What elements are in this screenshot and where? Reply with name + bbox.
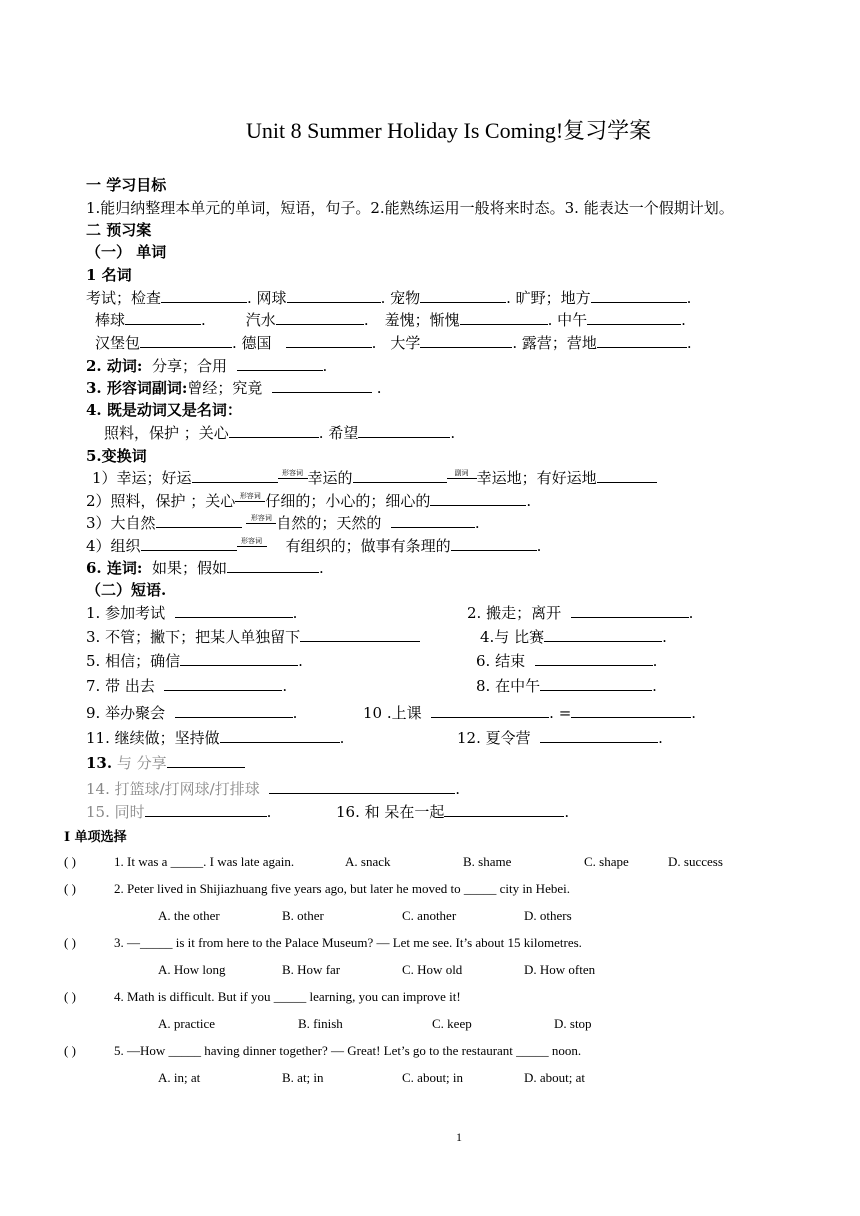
mcq-answer-paren[interactable]: ( ) (64, 854, 76, 869)
answer-blank (571, 603, 689, 618)
answer-blank (220, 728, 340, 743)
noun-line-1: 考试；检查 . 网球 . 宠物 . 旷野；地方 . (86, 289, 692, 307)
mcq-question-stem: 4. Math is difficult. But if you _____ learning, you can improve it! (114, 989, 461, 1004)
answer-blank (391, 513, 475, 528)
answer-blank (431, 703, 549, 718)
mcq-question-stem: 3. —_____ is it from here to the Palace Museum? — Let me see. It’s about 15 kilometres. (114, 935, 582, 950)
answer-blank (192, 468, 278, 483)
answer-blank (540, 728, 658, 743)
answer-blank (125, 310, 201, 325)
answer-blank (420, 288, 506, 303)
page-number: 1 (456, 1130, 462, 1144)
noun-line-3: 汉堡包 . 德国 . 大学 . 露营；营地 . (95, 334, 692, 352)
mcq-answer-paren[interactable]: ( ) (64, 935, 76, 950)
answer-blank (229, 423, 319, 438)
mcq-option: C. How old (402, 962, 463, 977)
mcq-option: A. practice (158, 1016, 216, 1031)
phrase-5: 5. 相信；确信 . (86, 652, 303, 670)
answer-blank (141, 536, 237, 551)
phrase-1: 1. 参加考试 . (86, 604, 298, 622)
nouns-heading: 1 名词 (86, 266, 132, 284)
mcq-option: B. shame (463, 854, 512, 869)
answer-blank (571, 703, 691, 718)
mcq-option: C. about; in (402, 1070, 464, 1085)
mcq-option: A. How long (158, 962, 226, 977)
phrase-7: 7. 带 出去 . (86, 677, 288, 695)
answer-blank (300, 627, 420, 642)
mcq-option: D. about; at (524, 1070, 586, 1085)
conjunction-line: 6. 连词: 如果；假如 . (86, 559, 324, 577)
transform-line-2: 2）照料，保护 ；关心 形容词 仔细的；小心的；细心的 . (86, 492, 532, 510)
answer-blank (161, 288, 247, 303)
mcq-question-stem: 2. Peter lived in Shijiazhuang five years ago, but later he moved to _____ city in Hebei. (114, 881, 570, 896)
noun-line-2: 棒球 . 汽水 . 羞愧；惭愧 . 中午 . (95, 311, 686, 329)
answer-blank (287, 288, 381, 303)
phrase-2: 2. 搬走；离开 . (467, 604, 694, 622)
mcq-option: D. stop (554, 1016, 592, 1031)
answer-blank (227, 558, 319, 573)
phrase-8: 8. 在中午 . (476, 677, 657, 695)
answer-blank (544, 627, 662, 642)
both-heading: 4. 既是动词又是名词： (86, 401, 242, 419)
answer-blank (140, 333, 232, 348)
phrase-6: 6. 结束 . (476, 652, 658, 670)
answer-blank (591, 288, 687, 303)
phrase-12: 12. 夏令营 . (457, 729, 663, 747)
answer-blank (164, 676, 282, 691)
transform-line-1: 1）幸运；好运 形容词 幸运的 副词 幸运地；有好运地 (92, 467, 657, 488)
mcq-option: B. finish (298, 1016, 343, 1031)
section-heading-preview: 二 预习案 (86, 221, 152, 239)
answer-blank (460, 310, 548, 325)
mcq-option: C. another (402, 908, 457, 923)
mcq-option: A. snack (345, 854, 391, 869)
verbs-line: 2. 动词: 分享；合用 . (86, 357, 328, 375)
mcq-option: B. at; in (282, 1070, 324, 1085)
mcq-option: B. other (282, 908, 324, 923)
mcq-option: D. success (668, 854, 723, 869)
mcq-option: D. How often (524, 962, 596, 977)
page-title: Unit 8 Summer Holiday Is Coming!复习学案 (246, 118, 652, 143)
answer-blank (156, 513, 242, 528)
mcq-question-stem: 5. —How _____ having dinner together? — Great! Let’s go to the restaurant _____ noon. (114, 1043, 582, 1058)
answer-blank (286, 333, 372, 348)
phrase-3: 3. 不管；撇下；把某人单独留下 (86, 626, 420, 647)
adjectives-line: 3. 形容词副词:曾经；究竟 . (86, 379, 382, 397)
mcq-option: C. keep (432, 1016, 472, 1031)
phrase-13: 13. 与 分享 (86, 752, 245, 773)
answer-blank (272, 378, 372, 393)
mcq-heading: I 单项选择 (64, 830, 127, 845)
phrase-4: 4.与 比赛 . (480, 628, 667, 646)
mcq-option: B. How far (282, 962, 341, 977)
answer-blank (145, 802, 267, 817)
transform-line-4: 4）组织 形容词 有组织的；做事有条理的 . (86, 537, 542, 555)
answer-blank (180, 651, 298, 666)
answer-blank (276, 310, 364, 325)
answer-blank (269, 779, 455, 794)
answer-blank (587, 310, 681, 325)
both-line: 照料，保护 ；关心 . 希望 . (104, 424, 456, 442)
answer-blank (358, 423, 450, 438)
transform-line-3: 3）大自然 形容词 自然的；天然的 . (86, 514, 480, 532)
answer-blank (167, 753, 245, 768)
answer-blank (175, 603, 293, 618)
answer-blank (451, 536, 537, 551)
phrase-9: 9. 举办聚会 . (86, 704, 298, 722)
transform-heading: 5.变换词 (86, 447, 147, 465)
answer-blank (353, 468, 447, 483)
answer-blank (237, 356, 323, 371)
answer-blank (597, 333, 687, 348)
mcq-answer-paren[interactable]: ( ) (64, 1043, 76, 1058)
phrase-10: 10 .上课 . = . (363, 704, 697, 722)
answer-blank (444, 802, 564, 817)
section-heading-goals: 一 学习目标 (86, 176, 167, 194)
subsection-phrases: （二）短语. (86, 581, 167, 599)
mcq-answer-paren[interactable]: ( ) (64, 989, 76, 1004)
mcq-option: A. in; at (158, 1070, 201, 1085)
answer-blank (175, 703, 293, 718)
phrase-16: 16. 和 呆在一起 . (336, 803, 570, 821)
phrase-11: 11. 继续做；坚持做 . (86, 729, 345, 747)
mcq-option: D. others (524, 908, 572, 923)
mcq-option: A. the other (158, 908, 220, 923)
phrase-15: 15. 同时 . (86, 803, 272, 821)
mcq-answer-paren[interactable]: ( ) (64, 881, 76, 896)
answer-blank (540, 676, 652, 691)
answer-blank (430, 491, 526, 506)
mcq-question-stem: 1. It was a _____. I was late again. (114, 854, 295, 869)
answer-blank (597, 468, 657, 483)
mcq-option: C. shape (584, 854, 629, 869)
answer-blank (420, 333, 512, 348)
learning-goals: 1.能归纳整理本单元的单词，短语，句子。2.能熟练运用一般将来时态。3. 能表达一个假期计划。 (86, 199, 734, 217)
phrase-14: 14. 打篮球/打网球/打排球 . (86, 780, 461, 798)
subsection-words: （一） 单词 (86, 243, 167, 261)
answer-blank (535, 651, 653, 666)
